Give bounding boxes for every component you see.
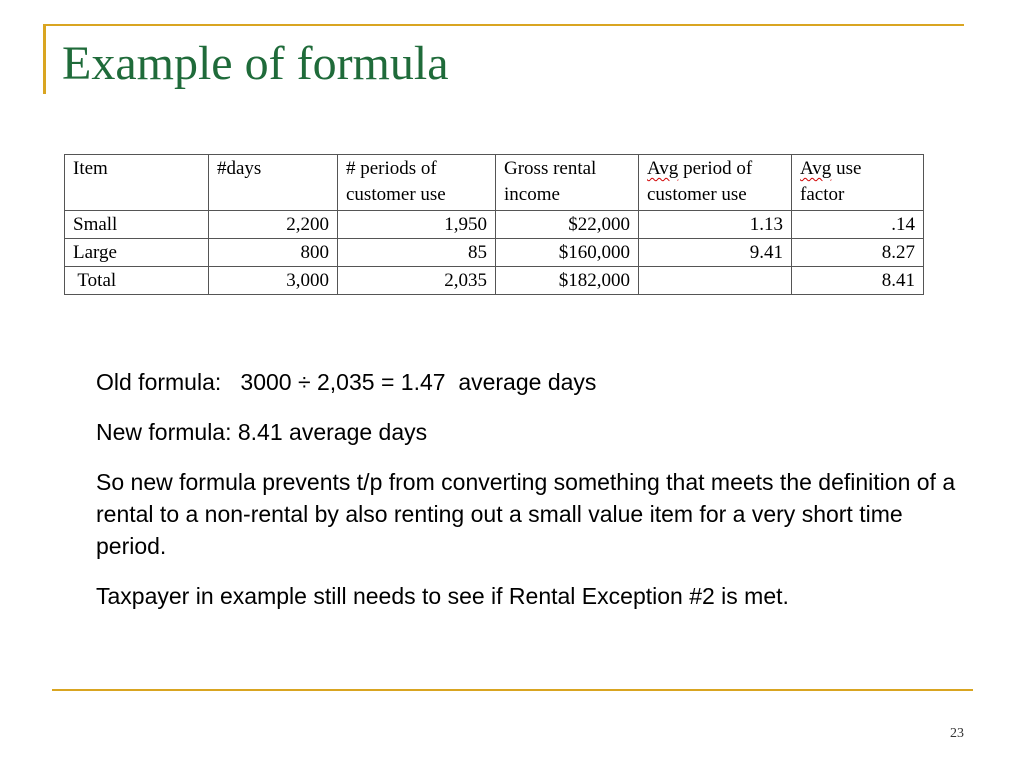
table-cell: 2,035 [338, 267, 496, 295]
table-cell: 8.41 [792, 267, 924, 295]
table-cell: Total [65, 267, 209, 295]
header-line: factor [800, 184, 845, 205]
header-line: customer use [647, 184, 747, 205]
table-cell: .14 [792, 211, 924, 239]
spellcheck-word: Avg [800, 158, 832, 179]
table-cell: 800 [209, 239, 338, 267]
top-accent-line [43, 24, 964, 26]
header-days [209, 155, 338, 211]
table-cell: 2,200 [209, 211, 338, 239]
header-item [65, 155, 209, 211]
header-periods [338, 155, 496, 211]
table-row [65, 211, 924, 239]
spellcheck-word: Avg [647, 158, 679, 179]
new-formula-text: New formula: 8.41 average days [96, 419, 428, 445]
header-line: Gross rental [504, 158, 597, 179]
slide-title: Example of formula [62, 37, 449, 90]
table-row [65, 239, 924, 267]
header-line: Avg use [800, 158, 862, 179]
header-line: # periods of [346, 158, 437, 179]
old-formula-text: Old formula: 3000 ÷ 2,035 = 1.47 average days [96, 369, 597, 395]
table-header-row [65, 155, 924, 211]
header-line: Avg period of [647, 158, 753, 179]
rental-data-table [64, 154, 923, 295]
table-cell: 85 [338, 239, 496, 267]
table-row [65, 267, 924, 295]
header-avg-use-factor [792, 155, 924, 211]
header-line: customer use [346, 184, 446, 205]
header-line: Item [73, 158, 108, 179]
table-cell: 1,950 [338, 211, 496, 239]
header-gross-income [496, 155, 639, 211]
table-cell: Small [65, 211, 209, 239]
table-cell: $22,000 [496, 211, 639, 239]
header-line: #days [217, 158, 262, 179]
table-cell: 8.27 [792, 239, 924, 267]
header-avg-period [639, 155, 792, 211]
table-cell: Large [65, 239, 209, 267]
left-accent-bar [43, 24, 46, 94]
table-cell: 1.13 [639, 211, 792, 239]
table-cell: $182,000 [496, 267, 639, 295]
page-number: 23 [950, 726, 964, 741]
table-cell: 3,000 [209, 267, 338, 295]
table-cell: 9.41 [639, 239, 792, 267]
table-cell: $160,000 [496, 239, 639, 267]
bottom-accent-line [52, 689, 973, 691]
data-table [64, 154, 924, 295]
table-cell [639, 267, 792, 295]
header-line: income [504, 184, 560, 205]
formula-explanation-text: So new formula prevents t/p from converting something that meets the definition of a rental to a non-rental by also renting out a small value item for a very short time period. [96, 469, 962, 559]
explanation-text [96, 366, 966, 632]
taxpayer-note-text: Taxpayer in example still needs to see if Rental Exception #2 is met. [96, 583, 789, 609]
